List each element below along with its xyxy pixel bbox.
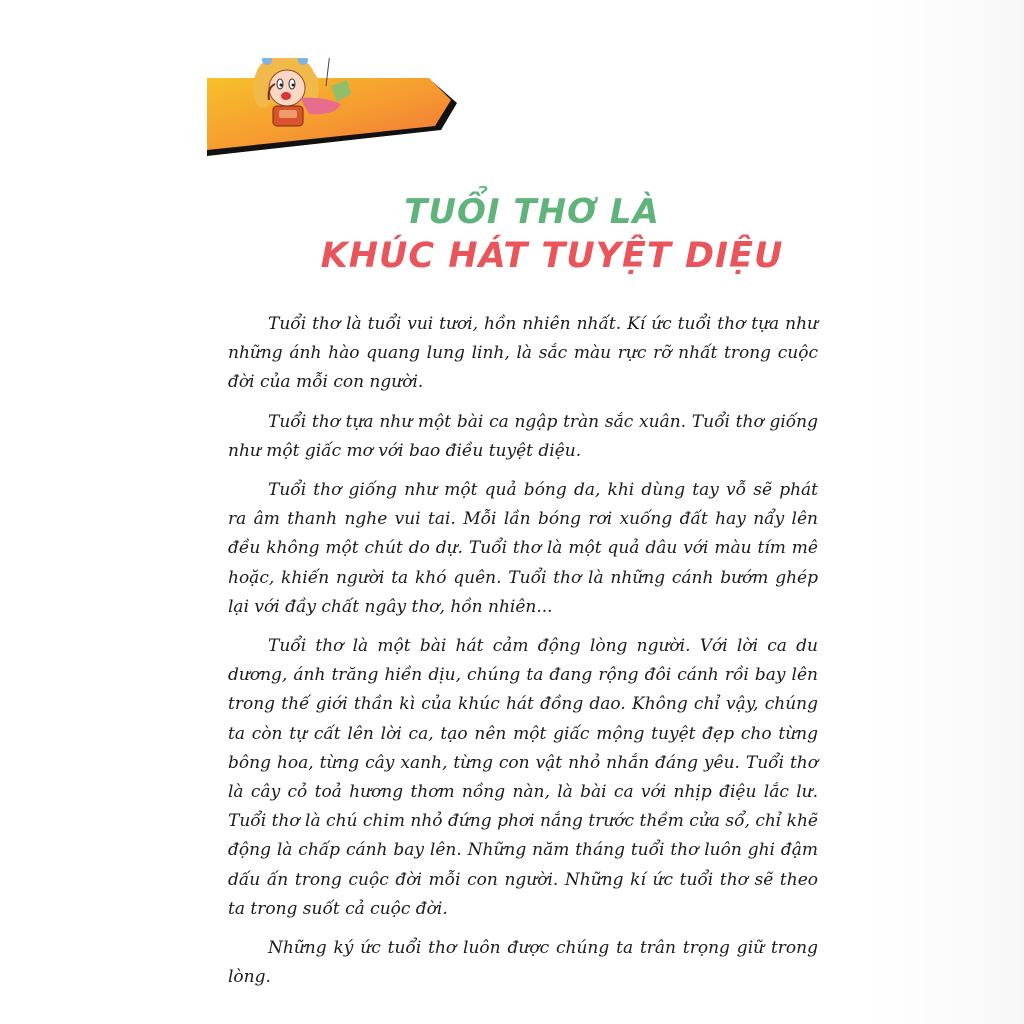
page-edge-shadow: [864, 0, 1024, 1024]
body-text: [228, 310, 818, 1002]
paragraph: Tuổi thơ là tuổi vui tươi, hồn nhiên nhất. Kí ức tuổi thơ tựa như những ánh hào quang lung linh, là sắc màu rực rỡ nhất trong cuộc đời của mỗi con người.: [228, 314, 818, 393]
paragraph: Tuổi thơ tựa như một bài ca ngập tràn sắc xuân. Tuổi thơ giống như một giấc mơ với bao điều tuyệt diệu.: [228, 411, 818, 461]
paragraph: Tuổi thơ giống như một quả bóng da, khi dùng tay vỗ sẽ phát ra âm thanh nghe vui tai. Mỗi lần bóng rơi xuống đất hay nẩy lên đều không một chút do dự. Tuổi thơ là một quả dâu với màu tím mê hoặc, khiến người ta khó quên. Tuổi thơ là những cánh bướm ghép lại với đầy chất ngây thơ, hồn nhiên...: [228, 480, 818, 617]
page-title-line-2: KHÚC HÁT TUYỆT DIỆU: [320, 236, 784, 276]
page-title-line-1: TUỔI THƠ LÀ: [404, 192, 660, 232]
paragraph: Tuổi thơ là một bài hát cảm động lòng người. Với lời ca du dương, ánh trăng hiền dịu, chúng ta đang rộng đôi cánh rồi bay lên trong thế giới thần kì của khúc hát đồng dao. Không chỉ vậy, chúng ta còn tự cất lên lời ca, tạo nên một giấc mộng tuyệt đẹp cho từng bông hoa, từng cây xanh, từng con vật nhỏ nhắn đáng yêu. Tuổi thơ là cây cỏ toả hương thơm nồng nàn, là bài ca với nhịp điệu lắc lư. Tuổi thơ là chú chim nhỏ đứng phơi nắng trước thềm cửa sổ, chỉ khẽ động là chấp cánh bay lên. Những năm tháng tuổi thơ luôn ghi đậm dấu ấn trong cuộc đời mỗi con người. Những kí ức tuổi thơ sẽ theo ta trong suốt cả cuộc đời.: [228, 636, 818, 919]
paragraph: Những ký ức tuổi thơ luôn được chúng ta trân trọng giữ trong lòng.: [228, 938, 818, 988]
arrow-banner-icon: [205, 58, 460, 158]
